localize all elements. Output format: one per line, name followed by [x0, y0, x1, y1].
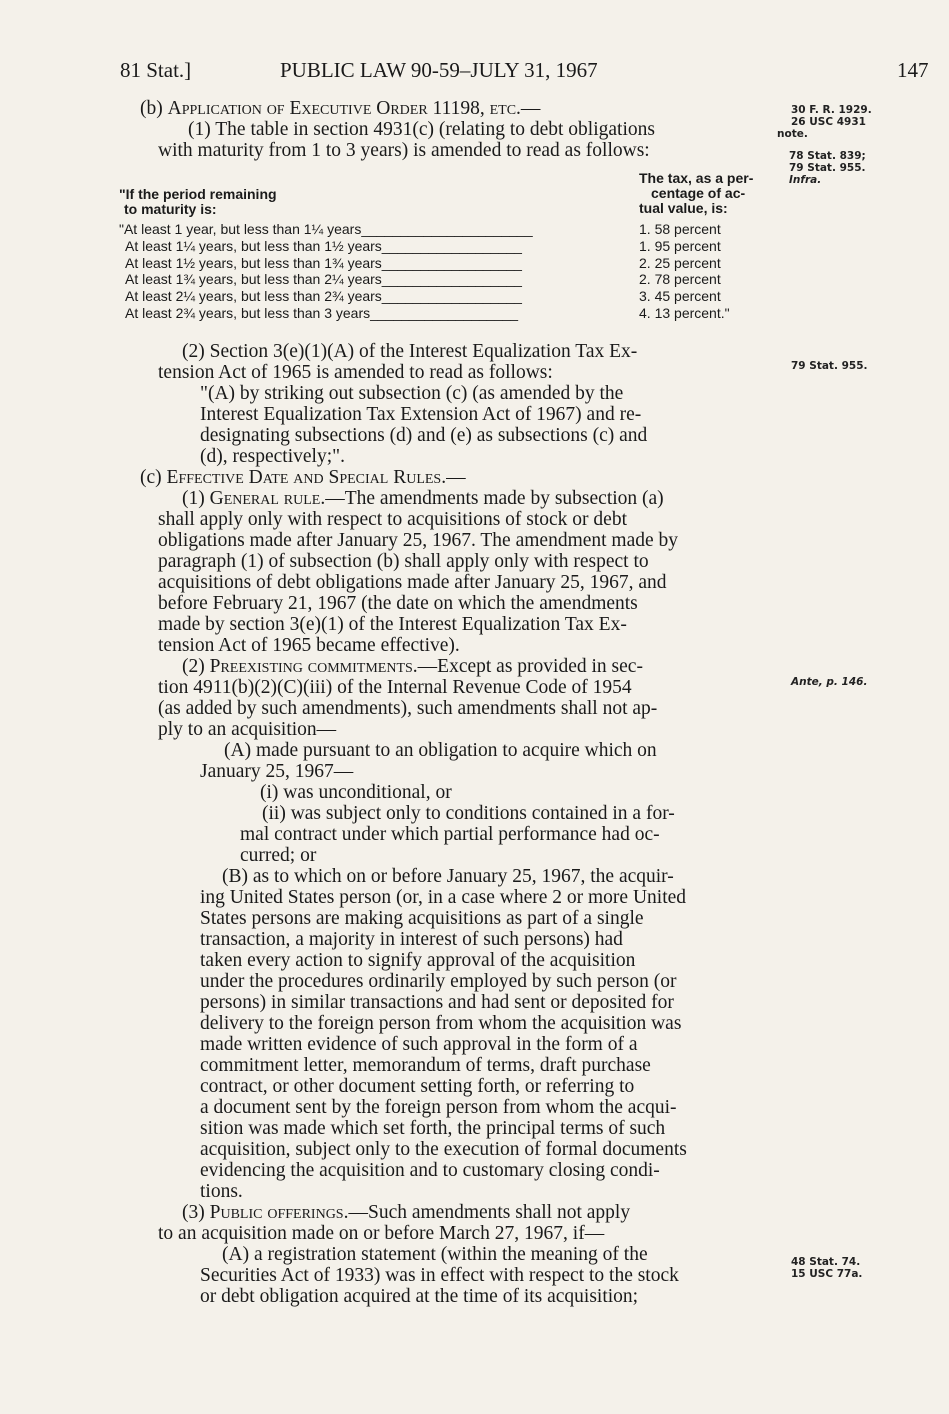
section-b-heading: (b) Application of Executive Order 11198, etc.—: [140, 98, 541, 119]
margin-note-5: 48 Stat. 74. 15 USC 77a.: [791, 1256, 863, 1280]
section-c-public-sub-a: (A) a registration statement (within the meaning of the Securities Act of 1933) was in effect with respect to the stock or debt obligation acquired at the time of its acquisition;: [200, 1244, 679, 1307]
section-c-public-offerings: (3) Public offerings.—Such amendments shall not apply to an acquisition made on or before March 27, 1967, if—: [158, 1202, 631, 1244]
section-c-sub-a-ii: (ii) was subject only to conditions contained in a for- mal contract under which partial performance had oc- curred; or: [240, 803, 675, 866]
table-col1-header: "If the period remaining to maturity is:: [119, 186, 277, 217]
table-row: At least 2¾ years, but less than 3 years___________________ 4. 13 percent.": [125, 304, 730, 321]
table-row: At least 1¼ years, but less than 1½ years__________________ 1. 95 percent: [125, 237, 721, 254]
running-head-title: PUBLIC LAW 90-59–JULY 31, 1967: [280, 58, 598, 82]
table-row: At least 2¼ years, but less than 2¾ years__________________ 3. 45 percent: [125, 288, 721, 305]
table-col2-header: The tax, as a per- centage of ac- tual value, is:: [639, 170, 754, 216]
margin-note-1: 30 F. R. 1929. 26 USC 4931 note.: [777, 104, 872, 140]
table-row: At least 1½ years, but less than 1¾ years__________________ 2. 25 percent: [125, 254, 721, 271]
table-row: At least 1¾ years, but less than 2¼ years__________________ 2. 78 percent: [125, 271, 721, 288]
page-number: 147: [897, 58, 929, 82]
section-c-sub-b: (B) as to which on or before January 25, 1967, the acquir- ing United States person (or, in a case where 2 or more United States persons are making acquisitions as part of a single transaction, a majority in interest of such persons) had taken every action to signify approval of the acquisition under the procedures ordinarily employed by such person (or persons) in similar transactions and had sent or deposited for delivery to the foreign person from whom the acquisition was made written evidence of such approval in the form of a commitment letter, memorandum of terms, draft purchase contract, or other document setting forth, or referring to a document sent by the foreign person from whom the acqui- sition was made which set forth, the principal terms of such acquisition, subject only to the execution of formal documents evidencing the acquisition and to customary closing condi- tions.: [200, 866, 687, 1202]
statute-text: [100, 98, 776, 1307]
section-c-sub-a: (A) made pursuant to an obligation to acquire which on January 25, 1967—: [200, 740, 657, 782]
section-b-para2-quote: "(A) by striking out subsection (c) (as amended by the Interest Equalization Tax Extension Act of 1967) and re- designating subsections (d) and (e) as subsections (c) and (d), respectively;".: [200, 383, 648, 467]
section-b-para1: (1) The table in section 4931(c) (relating to debt obligations with maturity from 1 to 3 years) is amended to read as follows:: [158, 119, 655, 161]
margin-note-2: 78 Stat. 839; 79 Stat. 955. Infra.: [789, 150, 866, 186]
section-c-sub-a-i: (i) was unconditional, or: [260, 782, 452, 803]
running-head-left: 81 Stat.]: [120, 58, 192, 82]
section-c-general-rule: (1) General rule.—The amendments made by subsection (a) shall apply only with respect to acquisitions of stock or debt obligations made after January 25, 1967. The amendment made by paragraph (1) of subsection (b) shall apply only with respect to acquisitions of debt obligations made after January 25, 1967, and before February 21, 1967 (the date on which the amendments made by section 3(e)(1) of the Interest Equalization Tax Ex- tension Act of 1965 became effective).: [158, 488, 679, 656]
section-c-heading: (c) Effective Date and Special Rules.—: [140, 467, 466, 488]
margin-note-3: 79 Stat. 955.: [791, 360, 868, 372]
section-b-para2: (2) Section 3(e)(1)(A) of the Interest Equalization Tax Ex- tension Act of 1965 is amended to read as follows:: [158, 341, 638, 383]
margin-note-4: Ante, p. 146.: [791, 676, 868, 688]
table-row: "At least 1 year, but less than 1¼ years______________________ 1. 58 percent: [119, 221, 721, 237]
section-c-preexisting: (2) Preexisting commitments.—Except as provided in sec- tion 4911(b)(2)(C)(iii) of the Internal Revenue Code of 1954 (as added by such amendments), such amendments shall not ap- ply to an acquisition—: [158, 656, 658, 740]
tax-table: [100, 165, 776, 333]
